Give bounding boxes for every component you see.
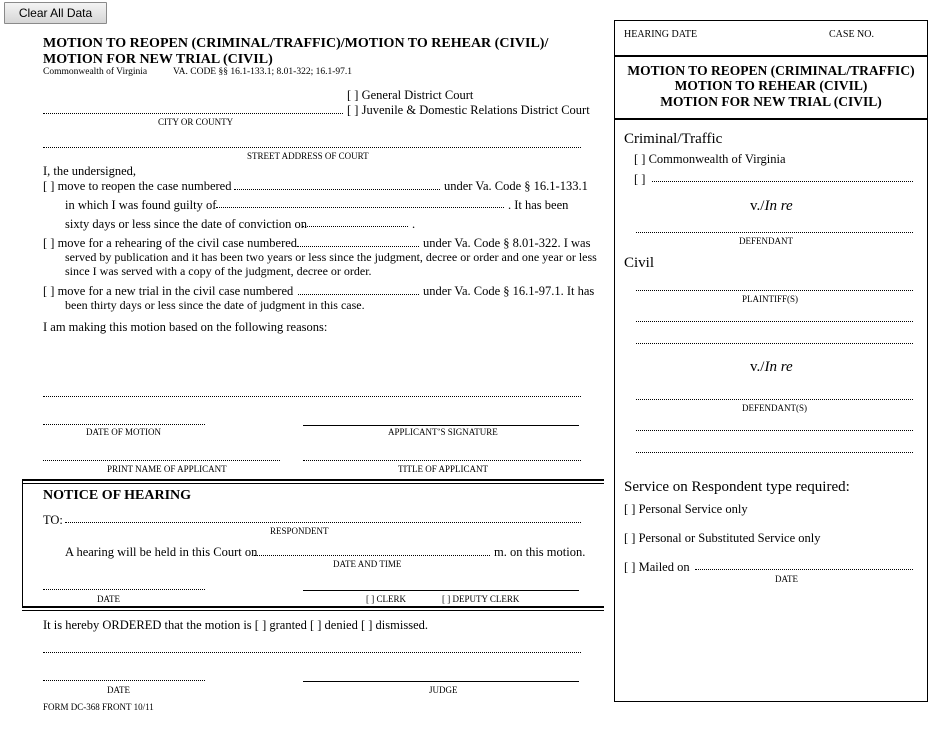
sixty-days-period: . (412, 217, 416, 231)
city-county-label: CITY OR COUNTY (158, 117, 234, 127)
conviction-date-field[interactable] (302, 226, 408, 227)
notice-date-label: DATE (97, 594, 120, 604)
court-address-label: STREET ADDRESS OF COURT (247, 151, 369, 161)
reasons-label: I am making this motion based on the following reasons: (43, 320, 328, 334)
civil-defendant-field-1[interactable] (636, 399, 913, 400)
form-title-line2: MOTION FOR NEW TRIAL (CIVIL) (43, 52, 273, 67)
clerk-signature-line[interactable] (303, 590, 579, 591)
hearing-text: A hearing will be held in this Court on (65, 545, 258, 559)
guilty-of-field[interactable] (216, 207, 504, 208)
city-county-field[interactable] (43, 113, 343, 114)
substituted-service-option[interactable]: [ ] Personal or Substituted Service only (624, 531, 821, 545)
other-party-option[interactable]: [ ] (634, 172, 646, 186)
notice-heading: NOTICE OF HEARING (43, 488, 192, 503)
personal-service-option[interactable]: [ ] Personal Service only (624, 502, 748, 516)
order-date-field[interactable] (43, 680, 205, 681)
civil-defendant-field-3[interactable] (636, 452, 913, 453)
section-divider (22, 479, 604, 481)
deputy-clerk-option[interactable]: [ ] DEPUTY CLERK (442, 594, 520, 604)
general-district-court-option[interactable]: [ ] General District Court (347, 88, 474, 102)
reopen-checkbox-text[interactable]: [ ] move to reopen the case numbered (43, 179, 232, 193)
it-has-been-text: . It has been (508, 198, 569, 212)
plaintiffs-label: PLAINTIFF(S) (742, 294, 799, 304)
notice-date-field[interactable] (43, 589, 205, 590)
applicant-signature-line[interactable] (303, 425, 579, 426)
service-heading: Service on Respondent type required: (624, 479, 850, 495)
plaintiff-field-3[interactable] (636, 343, 913, 344)
respondent-field[interactable] (65, 522, 581, 523)
respondent-label: RESPONDENT (270, 526, 329, 536)
rehear-code-text: under Va. Code § 8.01-322. I was (423, 236, 591, 250)
criminal-traffic-heading: Criminal/Traffic (624, 131, 723, 147)
applicant-signature-label: APPLICANT’S SIGNATURE (388, 427, 498, 437)
judge-label: JUDGE (429, 685, 458, 695)
plaintiff-field-2[interactable] (636, 321, 913, 322)
clerk-option[interactable]: [ ] CLERK (366, 594, 406, 604)
court-address-field[interactable] (43, 147, 581, 148)
new-trial-case-number-field[interactable] (298, 294, 419, 295)
to-label: TO: (43, 513, 63, 527)
hearing-date-time-field[interactable] (254, 555, 490, 556)
panel-title-divider (614, 118, 928, 120)
commonwealth-label: Commonwealth of Virginia (43, 67, 148, 77)
applicant-title-field[interactable] (303, 460, 581, 461)
commonwealth-option[interactable]: [ ] Commonwealth of Virginia (634, 152, 786, 166)
rehear-detail-line2: since I was served with a copy of the judgment, decree or order. (65, 264, 372, 278)
guilty-of-text: in which I was found guilty of (65, 198, 217, 212)
rehear-case-number-field[interactable] (297, 246, 419, 247)
order-date-label: DATE (107, 685, 130, 695)
reasons-field[interactable] (43, 396, 581, 397)
mailed-date-label: DATE (775, 574, 798, 584)
defendant-label: DEFENDANT (739, 236, 793, 246)
new-trial-detail: been thirty days or less since the date of judgment in this case. (65, 298, 365, 312)
notice-left-border (22, 479, 23, 607)
mailed-option[interactable]: [ ] Mailed on (624, 560, 690, 574)
order-divider-thin (22, 610, 604, 611)
applicant-title-label: TITLE OF APPLICANT (398, 464, 488, 474)
hearing-date-label: HEARING DATE (624, 29, 698, 40)
date-and-time-label: DATE AND TIME (333, 559, 402, 569)
print-name-label: PRINT NAME OF APPLICANT (107, 464, 227, 474)
panel-title-3: MOTION FOR NEW TRIAL (CIVIL) (660, 94, 882, 109)
other-party-field[interactable] (652, 181, 913, 182)
versus-label-1: v./In re (750, 198, 793, 214)
mailed-date-field[interactable] (695, 569, 913, 570)
jdr-court-option[interactable]: [ ] Juvenile & Domestic Relations District Court (347, 103, 590, 117)
defendants-label: DEFENDANT(S) (742, 403, 807, 413)
order-divider (22, 606, 604, 608)
hearing-text-end: m. on this motion. (494, 545, 586, 559)
panel-title-1: MOTION TO REOPEN (CRIMINAL/TRAFFIC) (627, 63, 915, 78)
section-divider-thin (22, 483, 604, 484)
case-no-label: CASE NO. (829, 29, 875, 40)
panel-title-2: MOTION TO REHEAR (CIVIL) (674, 78, 868, 93)
judge-signature-line[interactable] (303, 681, 579, 682)
order-text[interactable]: It is hereby ORDERED that the motion is [ ] granted [ ] denied [ ] dismissed. (43, 618, 428, 632)
form-id: FORM DC-368 FRONT 10/11 (43, 702, 154, 712)
order-notes-field[interactable] (43, 652, 581, 653)
panel-header-divider (614, 55, 928, 57)
print-name-field[interactable] (43, 460, 280, 461)
rehear-detail-line1: served by publication and it has been two years or less since the judgment, decree or order and one year or less (65, 250, 597, 264)
civil-heading: Civil (624, 255, 655, 271)
form-title-line1: MOTION TO REOPEN (CRIMINAL/TRAFFIC)/MOTION TO REHEAR (CIVIL)/ (43, 36, 549, 51)
reopen-case-number-field[interactable] (234, 189, 440, 190)
new-trial-checkbox-text[interactable]: [ ] move for a new trial in the civil case numbered (43, 284, 294, 298)
rehear-checkbox-text[interactable]: [ ] move for a rehearing of the civil case numbered (43, 236, 298, 250)
undersigned-text: I, the undersigned, (43, 164, 137, 178)
clear-all-data-button[interactable]: Clear All Data (4, 2, 107, 24)
date-of-motion-field[interactable] (43, 424, 205, 425)
new-trial-code-text: under Va. Code § 16.1-97.1. It has (423, 284, 595, 298)
code-citation: VA. CODE §§ 16.1-133.1; 8.01-322; 16.1-97.1 (173, 67, 353, 77)
civil-defendant-field-2[interactable] (636, 430, 913, 431)
sixty-days-text: sixty days or less since the date of conviction on (65, 217, 307, 231)
plaintiff-field-1[interactable] (636, 290, 913, 291)
reopen-code-text: under Va. Code § 16.1-133.1 (444, 179, 588, 193)
defendant-field[interactable] (636, 232, 913, 233)
date-of-motion-label: DATE OF MOTION (86, 427, 161, 437)
versus-label-2: v./In re (750, 359, 793, 375)
